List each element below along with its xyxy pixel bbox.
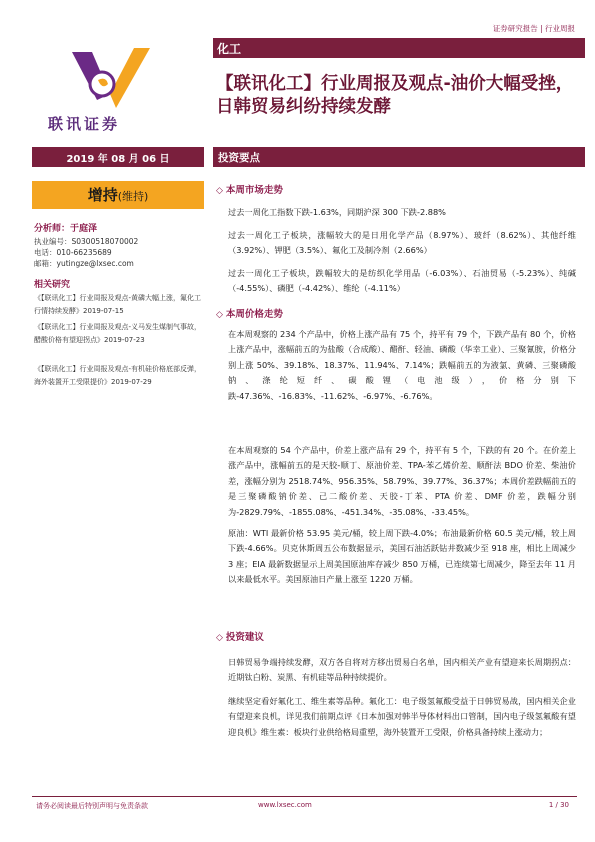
- advice-heading-text: 投资建议: [225, 632, 264, 643]
- diamond-bullet-icon: ◇: [216, 310, 223, 320]
- sector-banner: [213, 38, 585, 58]
- advice-paragraph-1: 日韩贸易争端持续发酵，双方各自将对方移出贸易白名单，国内相关产业有望迎来长周期拐点：近期钛白粉、炭黑、有机硅等品种持续提价。: [228, 657, 576, 683]
- market-paragraph-1: 过去一周化工指数下跌-1.63%，同期沪深 300 下跌-2.88%: [228, 207, 446, 217]
- price-paragraph-2: 在本周观察的 54 个产品中，价差上涨产品有 29 个，持平有 5 个，下跌的有 20 个。在价差上涨产品中，涨幅前五的是天胶-顺丁、原油价差、TPA-苯乙烯价差、顺酐法 BDO 价差、柴油价差，涨幅分别为 2518.74%、956.35%、58.79%、39.77%、36.37%；本周价差跌幅前五的是三聚磷酸钠价差、己二酸价差、天胶-丁苯、PTA 价差、DMF 价差，跌幅分别为-2829.79%、-1855.08%、-451.34%、-35.08%、-33.45%。: [228, 445, 576, 517]
- market-paragraph-3: 过去一周化工子板块，跌幅较大的是纺织化学用品（-6.03%）、石油贸易（-5.23%）、纯碱（-4.55%）、磷肥（-4.42%）、维纶（-4.11%）: [228, 268, 576, 294]
- related-item[interactable]: 《【联讯化工】行业周报及观点-有机硅价格底部反弹，海外装置开工受限提价》2019-07-29: [34, 365, 202, 387]
- market-paragraph-2: 过去一周化工子板块，涨幅较大的是日用化学产品（8.97%）、玻纤（8.62%）、其他纤维（3.92%）、钾肥（3.5%）、氟化工及制冷剂（2.66%）: [228, 230, 576, 256]
- report-type-label: 证券研究报告 | 行业周报: [492, 24, 575, 33]
- rating-sub: (维持): [117, 190, 149, 203]
- report-title: 【联讯化工】行业周报及观点-油价大幅受挫，日韩贸易纠纷持续发酵: [216, 74, 574, 117]
- related-heading: 相关研究: [34, 280, 71, 290]
- diamond-bullet-icon: ◇: [216, 633, 223, 643]
- price-heading-text: 本周价格走势: [225, 309, 283, 320]
- rating: [32, 184, 204, 205]
- footer-website[interactable]: www.lxsec.com: [258, 801, 312, 809]
- section-heading: 投资要点: [218, 152, 260, 164]
- analyst-license: 执业编号：S0300518070002: [34, 237, 139, 246]
- market-heading-text: 本周市场走势: [225, 185, 283, 196]
- related-item[interactable]: 《【联讯化工】行业周报及观点-黄磷大幅上涨，氟化工行情持续发酵》2019-07-15: [34, 294, 202, 316]
- price-paragraph-1: 在本周观察的 234 个产品中，价格上涨产品有 75 个，持平有 79 个，下跌产品有 80 个，价格上涨产品中，涨幅前五的为盐酸（合成酸）、醋酐、轻油、磷酸（华幸工业）、三聚氰胺，价格分别上涨 50%、39.18%、18.37%、11.94%、7.14%；跌幅前五的为液氯、黄磷、三聚磷酸钠、涤纶短纤、碳酸锂（电池级），价格分别下跌-47.36%、-16.83%、-11.62%、-6.97%、-6.76%。: [228, 329, 576, 401]
- advice-heading: [216, 629, 264, 643]
- footer-divider: [32, 796, 577, 797]
- price-paragraph-3: 原油：WTI 最新价格 53.95 美元/桶，较上周下跌-4.0%；布油最新价格 60.5 美元/桶，较上周下跌-4.66%。贝克休斯周五公布数据显示，美国石油活跃钻井数减少至 918 座，相比上周减少 3 座；EIA 最新数据显示上周美国原油库存减少 850 万桶，已连续第七周减少，降至去年 11 月以来最低水平。美国原油日产量上涨至 1220 万桶。: [228, 528, 576, 585]
- market-heading: [216, 182, 283, 196]
- section-banner: [213, 147, 585, 167]
- report-date: 2019 年 08 月 06 日: [66, 154, 170, 165]
- logo-company-name: 联讯证券: [48, 115, 121, 133]
- price-heading: [216, 306, 283, 320]
- page-number: 1 / 30: [548, 801, 569, 809]
- analyst-email[interactable]: 邮箱：yutingze@lxsec.com: [34, 259, 134, 268]
- related-item[interactable]: 《【联讯化工】行业周报及观点-义马发生煤制气事故，醋酸价格有望迎拐点》2019-07-23: [34, 323, 202, 345]
- analyst-phone: 电话：010-66235689: [34, 248, 112, 257]
- rating-main: 增持: [87, 186, 118, 204]
- footer-disclaimer[interactable]: 请务必阅读最后特别声明与免责条款: [36, 802, 148, 810]
- diamond-bullet-icon: ◇: [216, 186, 223, 196]
- analyst-heading: 分析师：于庭泽: [34, 224, 98, 234]
- sector-label: 化工: [217, 42, 242, 56]
- advice-paragraph-2: 继续坚定看好氟化工、维生素等品种。氟化工：电子级氢氟酸受益于日韩贸易战，国内相关企业有望迎来良机，详见我们前期点评《日本加强对韩半导体材料出口管制，国内电子级氢氟酸有望迎良机》维生素：板块行业供给格局重塑，海外装置开工受限，价格具备持续上涨动力；: [228, 696, 576, 737]
